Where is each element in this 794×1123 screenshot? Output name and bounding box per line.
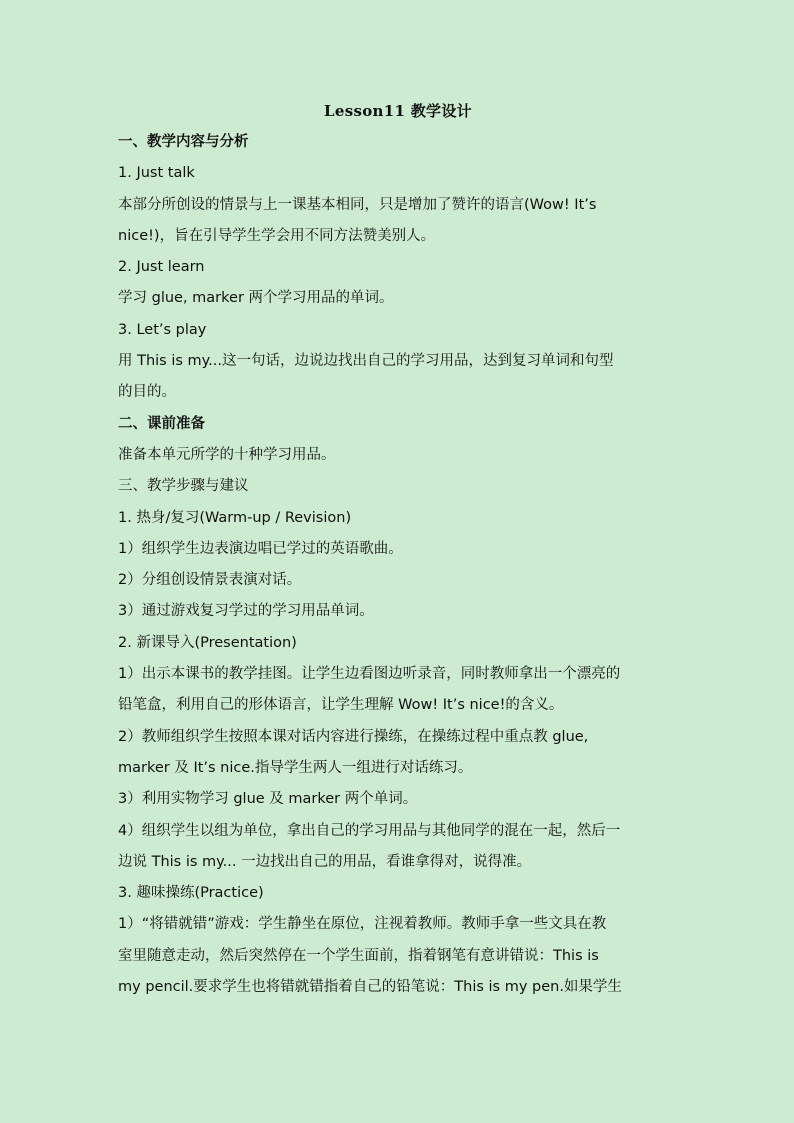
text-line: my pencil.要求学生也将错就错指着自己的铅笔说：This is my pen.如果学生 [118, 979, 622, 996]
text-line: 3. 趣味操练(Practice) [118, 885, 264, 902]
text-line: nice!)，旨在引导学生学会用不同方法赞美别人。 [118, 227, 436, 244]
text-line: 3. Let’s play [118, 321, 207, 338]
text-line: 3）利用实物学习 glue 及 marker 两个单词。 [118, 791, 418, 808]
text-line: 室里随意走动，然后突然停在一个学生面前，指着钢笔有意讲错说：This is [118, 947, 599, 964]
document-page [118, 96, 678, 1003]
text-line: 学习 glue, marker 两个学习用品的单词。 [118, 290, 394, 307]
text-line: 三、教学步骤与建议 [118, 478, 249, 495]
document-title: Lesson11 教学设计 [324, 102, 472, 120]
text-line: marker 及 It’s nice.指导学生两人一组进行对话练习。 [118, 759, 473, 776]
text-line: 本部分所创设的情景与上一课基本相同，只是增加了赞许的语言(Wow! It’s [118, 196, 597, 213]
text-line: 铅笔盒，利用自己的形体语言，让学生理解 Wow! It’s nice!的含义。 [118, 697, 564, 714]
section-heading: 二、课前准备 [118, 415, 205, 432]
section-heading: 一、教学内容与分析 [118, 134, 249, 150]
text-line: 1）出示本课书的教学挂图。让学生边看图边听录音，同时教师拿出一个漂亮的 [118, 666, 621, 683]
text-line: 1）组织学生边表演边唱已学过的英语歌曲。 [118, 540, 403, 557]
text-line: 2）教师组织学生按照本课对话内容进行操练，在操练过程中重点教 glue, [118, 728, 589, 745]
text-line: 2. 新课导入(Presentation) [118, 634, 297, 651]
text-line: 边说 This is my... 一边找出自己的用品，看谁拿得对，说得准。 [118, 853, 532, 870]
text-line: 1）“将错就错”游戏：学生静坐在原位，注视着教师。教师手拿一些文具在教 [118, 916, 607, 933]
text-line: 用 This is my...这一句话，边说边找出自己的学习用品，达到复习单词和句型 [118, 353, 614, 370]
text-line: 4）组织学生以组为单位，拿出自己的学习用品与其他同学的混在一起，然后一 [118, 822, 621, 839]
text-line: 1. 热身/复习(Warm-up / Revision) [118, 509, 352, 526]
document-body [118, 127, 678, 1003]
text-line: 2. Just learn [118, 259, 205, 276]
text-line: 3）通过游戏复习学过的学习用品单词。 [118, 603, 374, 620]
text-line: 2）分组创设情景表演对话。 [118, 572, 302, 589]
text-line: 1. Just talk [118, 165, 195, 182]
text-line: 的目的。 [118, 384, 176, 401]
text-line: 准备本单元所学的十种学习用品。 [118, 446, 336, 463]
